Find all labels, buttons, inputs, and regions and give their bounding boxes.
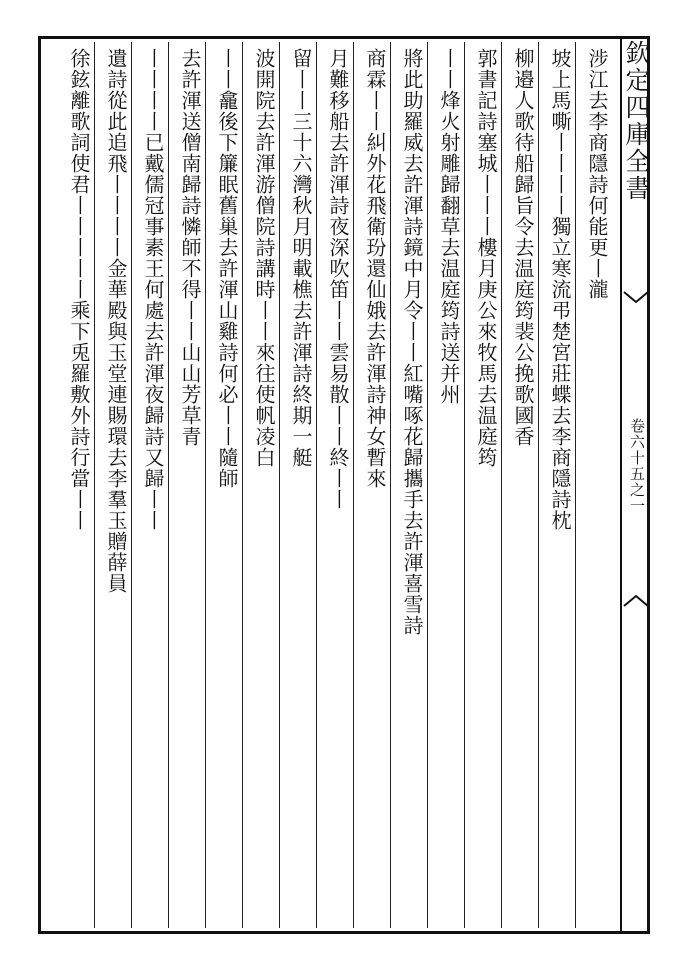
text-column: 將此助羅威去許渾詩鏡中月令丨丨紅嘴啄花歸攜手去許渾喜雪詩 [400, 48, 424, 636]
text-column: 丨丨龕後下簾眠舊巢去許渾山雞詩何必丨丨隨師 [215, 48, 239, 489]
text-column: 郭書記詩塞城丨丨丨樓月庚公來牧馬去温庭筠 [474, 48, 498, 468]
text-column: 丨丨丨丨已戴儒冠事素王何處去許渾夜歸詩又歸丨丨 [141, 48, 165, 531]
text-column: 留丨丨三十六灣秋月明載樵去許渾詩終期一艇 [289, 48, 313, 468]
text-column: 柳邉人歌待船歸旨令去温庭筠裴公挽歌國香 [511, 48, 535, 447]
text-column: 去許渾送僧南歸詩憐師不得丨丨山山芳草青 [178, 48, 202, 447]
fishtail-mark-top [622, 290, 650, 306]
chapter-label: 卷六十五之一 [628, 418, 646, 514]
fishtail-mark-bottom [622, 592, 650, 608]
text-column: 波開院去許渾游僧院詩講時丨丨來往使帆凌白 [252, 48, 276, 468]
book-title: 欽定四庫全書 [622, 40, 651, 202]
text-column: 丨丨烽火射雕歸翻草去温庭筠詩送并州 [437, 48, 461, 405]
text-column: 遺詩從此追飛丨丨丨丨金華殿與玉堂連賜環去李羣玉贈薛員 [104, 48, 128, 594]
text-column: 坡上馬嘶丨丨丨丨獨立寒流弔楚宮莊蝶去李商隱詩枕 [548, 48, 572, 531]
text-column: 商霖丨丨糾外花飛衛玢還仙娥去許渾詩神女暫來 [363, 48, 387, 489]
text-column: 涉江去李商隱詩何能更丨瀧 [585, 48, 609, 300]
text-column: 徐鉉離歌詞使君丨丨丨丨丨乘下兎羅敷外詩行當丨丨 [67, 48, 91, 531]
text-column: 月難移船去許渾詩夜深吹笛丨丨雲易散丨丨終丨丨 [326, 48, 350, 510]
